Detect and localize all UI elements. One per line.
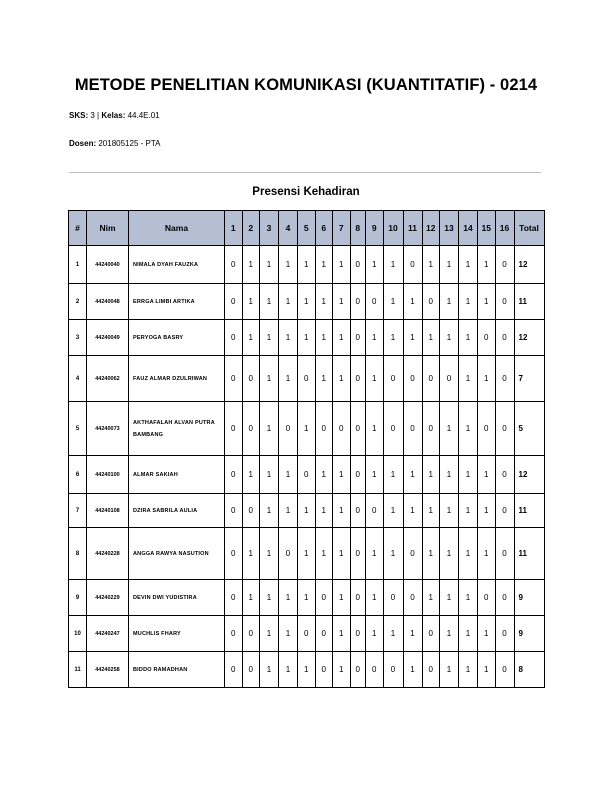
attendance-cell: 1 [422,494,440,528]
attendance-cell: 1 [315,494,333,528]
column-header: 12 [422,211,440,246]
attendance-total: 5 [514,402,544,456]
attendance-cell: 1 [260,528,279,580]
column-header: 1 [225,211,243,246]
attendance-cell: 1 [333,456,351,494]
table-row [69,320,545,356]
attendance-cell: 0 [350,402,366,456]
attendance-cell: 0 [225,356,243,402]
attendance-cell: 1 [242,456,260,494]
attendance-cell: 0 [225,320,243,356]
student-name: ANGGA RAWYA NASUTION [129,528,225,580]
attendance-cell: 1 [422,528,440,580]
table-row [69,284,545,320]
column-header: 13 [440,211,459,246]
attendance-cell: 0 [478,320,496,356]
attendance-cell: 1 [260,246,279,284]
row-number: 8 [69,528,87,580]
attendance-cell: 0 [315,402,333,456]
row-number: 7 [69,494,87,528]
row-number: 6 [69,456,87,494]
attendance-cell: 1 [279,652,298,688]
attendance-cell: 1 [440,494,459,528]
attendance-total: 11 [514,284,544,320]
attendance-cell: 0 [333,402,351,456]
attendance-cell: 0 [495,528,514,580]
attendance-cell: 0 [495,402,514,456]
attendance-cell: 1 [459,580,478,616]
attendance-cell: 0 [242,494,260,528]
attendance-cell: 1 [383,246,403,284]
attendance-cell: 1 [422,320,440,356]
attendance-cell: 1 [366,580,384,616]
attendance-total: 8 [514,652,544,688]
attendance-cell: 1 [422,456,440,494]
student-name: AKTHAFALAH ALVAN PUTRA BAMBANG [129,402,225,456]
attendance-cell: 1 [403,616,422,652]
attendance-cell: 1 [440,580,459,616]
attendance-cell: 1 [315,284,333,320]
attendance-cell: 1 [279,320,298,356]
sks-label: SKS: [69,111,89,120]
column-header: 4 [279,211,298,246]
attendance-total: 7 [514,356,544,402]
attendance-cell: 0 [225,652,243,688]
student-name: FAUZ ALMAR DZULRIWAN [129,356,225,402]
attendance-cell: 1 [333,528,351,580]
attendance-cell: 0 [350,356,366,402]
attendance-cell: 1 [478,494,496,528]
attendance-cell: 1 [478,356,496,402]
attendance-cell: 0 [403,528,422,580]
attendance-cell: 1 [298,402,316,456]
kelas-label: Kelas: [101,111,126,120]
column-header: Nim [87,211,129,246]
divider [69,172,541,173]
attendance-cell: 0 [366,652,384,688]
attendance-cell: 1 [440,528,459,580]
attendance-cell: 1 [333,580,351,616]
attendance-cell: 1 [260,652,279,688]
attendance-cell: 1 [478,246,496,284]
student-name: DEVIN DWI YUDISTIRA [129,580,225,616]
attendance-total: 11 [514,528,544,580]
attendance-cell: 0 [350,652,366,688]
attendance-cell: 1 [242,320,260,356]
attendance-cell: 1 [242,284,260,320]
attendance-cell: 1 [298,320,316,356]
attendance-cell: 0 [350,528,366,580]
column-header: 5 [298,211,316,246]
attendance-cell: 1 [315,356,333,402]
attendance-cell: 1 [440,616,459,652]
attendance-cell: 1 [383,284,403,320]
attendance-cell: 0 [350,246,366,284]
attendance-cell: 1 [383,320,403,356]
attendance-cell: 1 [298,652,316,688]
attendance-cell: 0 [225,528,243,580]
attendance-cell: 1 [279,494,298,528]
row-number: 1 [69,246,87,284]
attendance-cell: 1 [459,528,478,580]
table-row [69,528,545,580]
attendance-cell: 1 [366,528,384,580]
attendance-cell: 1 [315,528,333,580]
attendance-cell: 0 [225,616,243,652]
attendance-cell: 1 [478,616,496,652]
attendance-cell: 1 [459,456,478,494]
attendance-total: 12 [514,456,544,494]
attendance-cell: 1 [298,284,316,320]
attendance-cell: 0 [225,494,243,528]
attendance-cell: 0 [495,356,514,402]
attendance-cell: 0 [495,580,514,616]
attendance-cell: 1 [459,320,478,356]
attendance-cell: 0 [403,402,422,456]
student-nim: 44240062 [87,356,129,402]
attendance-cell: 0 [478,402,496,456]
attendance-cell: 0 [225,402,243,456]
attendance-cell: 1 [279,580,298,616]
attendance-cell: 1 [260,320,279,356]
student-nim: 44240229 [87,580,129,616]
attendance-cell: 0 [383,402,403,456]
attendance-cell: 1 [440,456,459,494]
attendance-cell: 0 [225,246,243,284]
attendance-cell: 0 [495,652,514,688]
attendance-cell: 1 [403,320,422,356]
attendance-cell: 0 [495,456,514,494]
attendance-cell: 1 [459,246,478,284]
attendance-cell: 0 [315,580,333,616]
column-header: 3 [260,211,279,246]
attendance-cell: 0 [440,356,459,402]
column-header: 16 [495,211,514,246]
row-number: 5 [69,402,87,456]
attendance-cell: 1 [279,284,298,320]
table-row [69,652,545,688]
attendance-cell: 1 [298,528,316,580]
attendance-cell: 1 [333,356,351,402]
attendance-cell: 1 [440,284,459,320]
attendance-cell: 0 [422,402,440,456]
attendance-cell: 0 [350,616,366,652]
attendance-cell: 0 [422,652,440,688]
column-header: 9 [366,211,384,246]
table-row [69,616,545,652]
attendance-cell: 1 [333,320,351,356]
column-header: Nama [129,211,225,246]
student-name: NIMALA DYAH FAUZKA [129,246,225,284]
column-header: 10 [383,211,403,246]
attendance-cell: 0 [350,580,366,616]
attendance-cell: 1 [383,616,403,652]
student-nim: 44240258 [87,652,129,688]
row-number: 3 [69,320,87,356]
table-row [69,402,545,456]
attendance-cell: 0 [279,402,298,456]
attendance-cell: 1 [440,402,459,456]
student-nim: 44240049 [87,320,129,356]
attendance-cell: 1 [260,402,279,456]
attendance-cell: 1 [366,456,384,494]
attendance-cell: 1 [459,356,478,402]
attendance-cell: 0 [403,356,422,402]
attendance-cell: 1 [260,456,279,494]
attendance-cell: 0 [279,528,298,580]
attendance-cell: 1 [333,652,351,688]
attendance-cell: 1 [298,246,316,284]
attendance-cell: 1 [478,652,496,688]
attendance-cell: 1 [315,246,333,284]
attendance-cell: 0 [242,356,260,402]
column-header: 2 [242,211,260,246]
student-nim: 44240073 [87,402,129,456]
attendance-total: 11 [514,494,544,528]
attendance-cell: 1 [242,580,260,616]
attendance-cell: 0 [422,356,440,402]
attendance-cell: 1 [366,356,384,402]
dosen-value: 201805125 - PTA [98,139,161,148]
attendance-cell: 1 [403,456,422,494]
attendance-cell: 1 [260,616,279,652]
attendance-cell: 1 [260,580,279,616]
student-nim: 44240108 [87,494,129,528]
table-header-row [69,211,545,246]
attendance-cell: 0 [350,494,366,528]
attendance-cell: 1 [440,320,459,356]
student-name: MUCHLIS FHARY [129,616,225,652]
attendance-cell: 0 [495,616,514,652]
attendance-cell: 1 [459,616,478,652]
column-header: 15 [478,211,496,246]
attendance-cell: 1 [315,320,333,356]
column-header: Total [514,211,544,246]
attendance-cell: 0 [315,652,333,688]
sks-value: 3 | [90,111,102,120]
attendance-cell: 0 [403,580,422,616]
student-name: PERYOGA BASRY [129,320,225,356]
attendance-total: 12 [514,246,544,284]
attendance-cell: 1 [403,284,422,320]
student-nim: 44240100 [87,456,129,494]
column-header: 14 [459,211,478,246]
attendance-cell: 0 [350,456,366,494]
column-header: 8 [350,211,366,246]
attendance-total: 12 [514,320,544,356]
attendance-cell: 1 [260,494,279,528]
attendance-cell: 1 [403,494,422,528]
attendance-cell: 1 [383,456,403,494]
attendance-cell: 0 [366,494,384,528]
row-number: 10 [69,616,87,652]
student-name: DZIRA SABRILA AULIA [129,494,225,528]
attendance-cell: 0 [495,246,514,284]
attendance-cell: 1 [260,284,279,320]
attendance-cell: 1 [279,356,298,402]
column-header: 6 [315,211,333,246]
attendance-cell: 1 [279,616,298,652]
attendance-cell: 0 [225,284,243,320]
table-row [69,494,545,528]
attendance-cell: 1 [366,402,384,456]
attendance-cell: 1 [315,456,333,494]
column-header: # [69,211,87,246]
attendance-cell: 1 [333,494,351,528]
table-row [69,356,545,402]
attendance-cell: 0 [225,456,243,494]
attendance-cell: 1 [459,284,478,320]
attendance-cell: 1 [440,652,459,688]
row-number: 4 [69,356,87,402]
dosen-label: Dosen: [69,139,97,148]
attendance-cell: 1 [478,284,496,320]
attendance-cell: 1 [383,528,403,580]
attendance-cell: 1 [279,456,298,494]
attendance-total: 9 [514,616,544,652]
attendance-cell: 1 [403,652,422,688]
student-name: ALMAR SAKIAH [129,456,225,494]
attendance-cell: 1 [478,456,496,494]
attendance-cell: 1 [422,246,440,284]
attendance-cell: 0 [422,616,440,652]
attendance-cell: 1 [333,616,351,652]
course-meta [69,111,160,120]
page-title: METODE PENELITIAN KOMUNIKASI (KUANTITATIF) - 0214 [74,76,538,94]
attendance-cell: 1 [333,284,351,320]
attendance-cell: 0 [383,356,403,402]
kelas-value: 44.4E.01 [127,111,160,120]
table-row [69,580,545,616]
attendance-cell: 1 [440,246,459,284]
attendance-cell: 0 [298,356,316,402]
student-nim: 44240247 [87,616,129,652]
attendance-cell: 1 [366,320,384,356]
attendance-cell: 0 [422,284,440,320]
row-number: 11 [69,652,87,688]
row-number: 2 [69,284,87,320]
attendance-cell: 1 [366,246,384,284]
attendance-cell: 0 [383,652,403,688]
attendance-cell: 1 [459,652,478,688]
attendance-cell: 1 [478,528,496,580]
attendance-cell: 0 [495,494,514,528]
student-nim: 44240228 [87,528,129,580]
row-number: 9 [69,580,87,616]
attendance-cell: 1 [260,356,279,402]
attendance-cell: 0 [478,580,496,616]
attendance-cell: 0 [383,580,403,616]
attendance-cell: 0 [298,456,316,494]
attendance-cell: 1 [298,494,316,528]
attendance-cell: 0 [242,402,260,456]
attendance-cell: 1 [422,580,440,616]
attendance-cell: 1 [242,528,260,580]
attendance-cell: 0 [350,320,366,356]
attendance-total: 9 [514,580,544,616]
attendance-table [68,210,545,688]
table-row [69,246,545,284]
attendance-cell: 0 [366,284,384,320]
attendance-cell: 1 [279,246,298,284]
attendance-cell: 1 [383,494,403,528]
attendance-cell: 0 [242,616,260,652]
attendance-cell: 0 [403,246,422,284]
attendance-cell: 1 [459,402,478,456]
section-title: Presensi Kehadiran [252,186,360,198]
attendance-cell: 1 [298,580,316,616]
column-header: 7 [333,211,351,246]
attendance-cell: 0 [495,320,514,356]
lecturer-meta [69,139,160,148]
attendance-cell: 0 [315,616,333,652]
attendance-cell: 0 [242,652,260,688]
attendance-cell: 1 [242,246,260,284]
attendance-cell: 0 [350,284,366,320]
attendance-cell: 1 [459,494,478,528]
column-header: 11 [403,211,422,246]
attendance-cell: 0 [495,284,514,320]
student-nim: 44240048 [87,284,129,320]
attendance-cell: 1 [333,246,351,284]
student-name: ERRGA LIMBI ARTIKA [129,284,225,320]
student-name: BIDDO RAMADHAN [129,652,225,688]
attendance-cell: 0 [298,616,316,652]
attendance-cell: 0 [225,580,243,616]
student-nim: 44240040 [87,246,129,284]
table-row [69,456,545,494]
attendance-cell: 1 [366,616,384,652]
